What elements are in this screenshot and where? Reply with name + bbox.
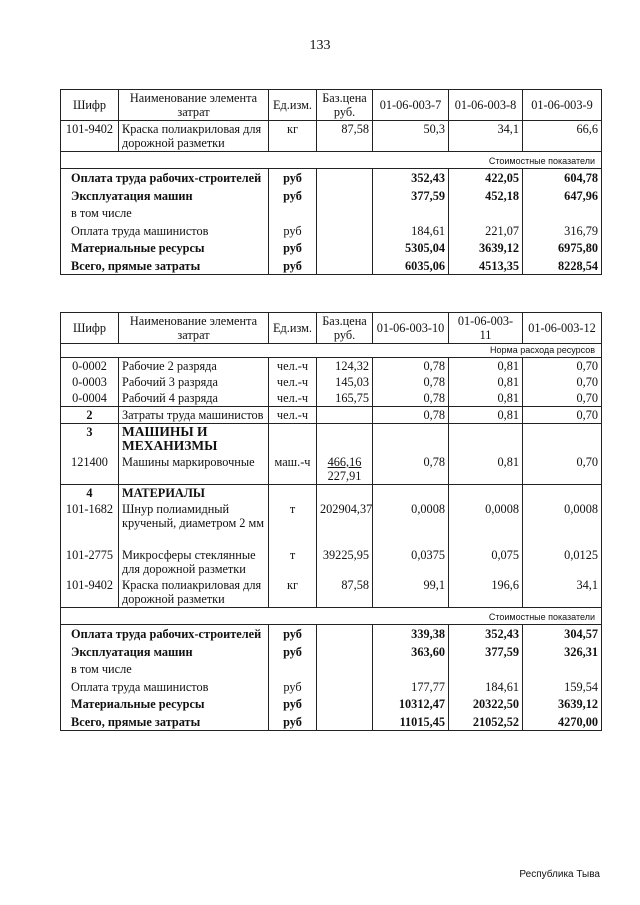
empty-cell <box>317 643 373 661</box>
cost-value <box>373 204 449 222</box>
cost-value: 11015,45 <box>373 713 449 731</box>
empty-cell <box>317 625 373 643</box>
resource-name: Рабочий 4 разряда <box>119 390 269 407</box>
resource-code: 0-0003 <box>61 374 119 390</box>
column-header: Ед.изм. <box>269 90 317 121</box>
norm-value: 0,0125 <box>523 547 602 577</box>
cost-value: 363,60 <box>373 643 449 661</box>
resource-code: 2 <box>61 407 119 424</box>
base-price: 145,03 <box>317 374 373 390</box>
resource-group <box>61 121 602 152</box>
cost-label: Эксплуатация машин <box>61 187 269 205</box>
norm-value: 0,0008 <box>373 501 449 547</box>
resource-name: Микросферы стеклянные для дорожной разметки <box>119 547 269 577</box>
cost-value: 4270,00 <box>523 713 602 731</box>
cost-row <box>61 678 602 696</box>
column-header: Шифр <box>61 313 119 344</box>
unit: кг <box>269 121 317 152</box>
norm-value <box>449 485 523 502</box>
table-row <box>61 424 602 455</box>
column-header: Ед.изм. <box>269 313 317 344</box>
norm-value: 0,70 <box>523 454 602 485</box>
resource-name: Затраты труда машинистов <box>119 407 269 424</box>
norm-value: 0,70 <box>523 407 602 424</box>
cost-unit <box>269 204 317 222</box>
cost-value <box>373 660 449 678</box>
cost-unit: руб <box>269 643 317 661</box>
column-header: Баз.цена руб. <box>317 90 373 121</box>
table-row <box>61 390 602 407</box>
empty-cell <box>317 204 373 222</box>
cost-label: Оплата труда машинистов <box>61 678 269 696</box>
resource-name: Рабочий 3 разряда <box>119 374 269 390</box>
cost-value: 5305,04 <box>373 239 449 257</box>
table-row <box>61 501 602 547</box>
unit: т <box>269 547 317 577</box>
cost-value: 422,05 <box>449 169 523 187</box>
cost-row <box>61 239 602 257</box>
cost-value: 377,59 <box>449 643 523 661</box>
resource-code: 4 <box>61 485 119 502</box>
resource-name: МАТЕРИАЛЫ <box>119 485 269 502</box>
norm-value <box>449 424 523 455</box>
cost-unit: руб <box>269 239 317 257</box>
norm-value: 0,70 <box>523 374 602 390</box>
cost-value <box>523 660 602 678</box>
base-price <box>317 407 373 424</box>
resource-code: 101-9402 <box>61 577 119 608</box>
base-price: 87,58 <box>317 121 373 152</box>
cost-row <box>61 660 602 678</box>
section-label: Норма расхода ресурсов <box>61 344 602 358</box>
header-row <box>61 313 602 344</box>
table-row <box>61 577 602 608</box>
cost-unit: руб <box>269 222 317 240</box>
unit <box>269 424 317 455</box>
norm-value: 0,0008 <box>523 501 602 547</box>
norm-value: 196,6 <box>449 577 523 608</box>
cost-label: Всего, прямые затраты <box>61 257 269 275</box>
empty-cell <box>317 660 373 678</box>
section-row <box>61 152 602 169</box>
cost-row <box>61 643 602 661</box>
resource-name: Краска полиакриловая для дорожной разметки <box>119 121 269 152</box>
resource-name: Рабочие 2 разряда <box>119 358 269 375</box>
table-row <box>61 121 602 152</box>
cost-label: Материальные ресурсы <box>61 695 269 713</box>
norm-value: 0,075 <box>449 547 523 577</box>
norm-value: 0,78 <box>373 358 449 375</box>
cost-row <box>61 169 602 187</box>
cost-row <box>61 187 602 205</box>
section-row <box>61 608 602 625</box>
cost-value <box>523 204 602 222</box>
cost-row <box>61 222 602 240</box>
section-label-row <box>61 608 602 625</box>
section-label: Стоимостные показатели <box>61 608 602 625</box>
norm-value: 0,78 <box>373 390 449 407</box>
cost-unit: руб <box>269 678 317 696</box>
norm-value: 0,78 <box>373 454 449 485</box>
cost-row <box>61 204 602 222</box>
cost-value: 177,77 <box>373 678 449 696</box>
cost-label: Оплата труда машинистов <box>61 222 269 240</box>
table-row <box>61 374 602 390</box>
norm-value: 0,70 <box>523 358 602 375</box>
cost-value: 6035,06 <box>373 257 449 275</box>
resource-table-2 <box>60 312 602 731</box>
cost-value: 377,59 <box>373 187 449 205</box>
cost-row <box>61 625 602 643</box>
resource-group <box>61 358 602 407</box>
resource-group <box>61 407 602 424</box>
resource-code: 0-0002 <box>61 358 119 375</box>
cost-value: 10312,47 <box>373 695 449 713</box>
resource-code: 0-0004 <box>61 390 119 407</box>
norm-value: 0,81 <box>449 390 523 407</box>
cost-label: Оплата труда рабочих-строителей <box>61 169 269 187</box>
resource-code: 101-9402 <box>61 121 119 152</box>
table-header <box>61 313 602 344</box>
table-row <box>61 454 602 485</box>
unit: чел.-ч <box>269 358 317 375</box>
cost-value: 159,54 <box>523 678 602 696</box>
base-price: 87,58 <box>317 577 373 608</box>
norm-value: 0,78 <box>373 407 449 424</box>
cost-row <box>61 257 602 275</box>
cost-row <box>61 695 602 713</box>
cost-unit: руб <box>269 169 317 187</box>
base-price: 124,32 <box>317 358 373 375</box>
section-label: Стоимостные показатели <box>61 152 602 169</box>
column-header: Шифр <box>61 90 119 121</box>
unit: кг <box>269 577 317 608</box>
cost-label: Всего, прямые затраты <box>61 713 269 731</box>
base-price: 202904,37 <box>317 501 373 547</box>
section-row <box>61 344 602 358</box>
cost-row <box>61 713 602 731</box>
norm-value: 34,1 <box>523 577 602 608</box>
norm-value <box>373 424 449 455</box>
norm-value: 0,81 <box>449 454 523 485</box>
empty-cell <box>317 678 373 696</box>
table-row <box>61 547 602 577</box>
resource-code: 101-2775 <box>61 547 119 577</box>
cost-value: 3639,12 <box>523 695 602 713</box>
cost-unit: руб <box>269 625 317 643</box>
header-row <box>61 90 602 121</box>
empty-cell <box>317 713 373 731</box>
resource-code: 121400 <box>61 454 119 485</box>
cost-value: 184,61 <box>449 678 523 696</box>
table-row <box>61 485 602 502</box>
norm-value: 0,81 <box>449 374 523 390</box>
resource-code: 101-1682 <box>61 501 119 547</box>
table-row <box>61 358 602 375</box>
resource-code: 3 <box>61 424 119 455</box>
cost-unit: руб <box>269 187 317 205</box>
empty-cell <box>317 222 373 240</box>
table-header <box>61 90 602 121</box>
cost-value: 21052,52 <box>449 713 523 731</box>
base-price-secondary: 227,91 <box>327 469 362 483</box>
norm-value <box>373 485 449 502</box>
page-number: 133 <box>309 38 331 53</box>
norm-value: 0,81 <box>449 407 523 424</box>
cost-label: в том числе <box>61 660 269 678</box>
base-price: 39225,95 <box>317 547 373 577</box>
resource-table-1 <box>60 89 602 275</box>
column-header: 01-06-003-8 <box>449 90 523 121</box>
column-header: Наименование элемента затрат <box>119 90 269 121</box>
column-header: Наименование элемента затрат <box>119 313 269 344</box>
unit: чел.-ч <box>269 390 317 407</box>
norm-value <box>523 424 602 455</box>
cost-value: 604,78 <box>523 169 602 187</box>
base-price-value: 466,16 <box>327 455 362 469</box>
column-header: 01-06-003-12 <box>523 313 602 344</box>
unit: чел.-ч <box>269 374 317 390</box>
cost-value <box>449 660 523 678</box>
column-header: 01-06-003-11 <box>449 313 523 344</box>
unit: т <box>269 501 317 547</box>
cost-value: 326,31 <box>523 643 602 661</box>
cost-value: 647,96 <box>523 187 602 205</box>
base-price <box>317 424 373 455</box>
empty-cell <box>317 695 373 713</box>
cost-value: 8228,54 <box>523 257 602 275</box>
cost-value: 20322,50 <box>449 695 523 713</box>
base-price <box>317 454 373 485</box>
footer-region: Республика Тыва <box>519 869 600 880</box>
cost-value <box>449 204 523 222</box>
cost-value: 304,57 <box>523 625 602 643</box>
cost-value: 6975,80 <box>523 239 602 257</box>
base-price <box>317 485 373 502</box>
resource-name: Шнур полиамидный крученый, диаметром 2 мм <box>119 501 269 547</box>
cost-label: Эксплуатация машин <box>61 643 269 661</box>
norm-value: 0,81 <box>449 358 523 375</box>
cost-unit: руб <box>269 257 317 275</box>
cost-label: Материальные ресурсы <box>61 239 269 257</box>
resource-name: МАШИНЫ И МЕХАНИЗМЫ <box>119 424 269 455</box>
empty-cell <box>317 169 373 187</box>
norm-value: 50,3 <box>373 121 449 152</box>
cost-value: 184,61 <box>373 222 449 240</box>
cost-value: 339,38 <box>373 625 449 643</box>
cost-value: 352,43 <box>449 625 523 643</box>
column-header: 01-06-003-9 <box>523 90 602 121</box>
column-header: 01-06-003-7 <box>373 90 449 121</box>
empty-cell <box>317 239 373 257</box>
cost-label: Оплата труда рабочих-строителей <box>61 625 269 643</box>
norm-value: 66,6 <box>523 121 602 152</box>
cost-unit <box>269 660 317 678</box>
column-header: Баз.цена руб. <box>317 313 373 344</box>
unit <box>269 485 317 502</box>
base-price: 165,75 <box>317 390 373 407</box>
section-label-row <box>61 152 602 169</box>
cost-value: 316,79 <box>523 222 602 240</box>
resource-name: Краска полиакриловая для дорожной разметки <box>119 577 269 608</box>
cost-indicators <box>61 625 602 731</box>
cost-unit: руб <box>269 713 317 731</box>
resource-name: Машины маркировочные <box>119 454 269 485</box>
column-header: 01-06-003-10 <box>373 313 449 344</box>
empty-cell <box>317 257 373 275</box>
norm-value: 0,0008 <box>449 501 523 547</box>
norm-value: 99,1 <box>373 577 449 608</box>
cost-value: 352,43 <box>373 169 449 187</box>
unit: чел.-ч <box>269 407 317 424</box>
cost-value: 221,07 <box>449 222 523 240</box>
resource-group <box>61 424 602 485</box>
norm-value: 0,78 <box>373 374 449 390</box>
unit: маш.-ч <box>269 454 317 485</box>
table-row <box>61 407 602 424</box>
empty-cell <box>317 187 373 205</box>
norm-value: 34,1 <box>449 121 523 152</box>
norm-value: 0,70 <box>523 390 602 407</box>
norm-value <box>523 485 602 502</box>
cost-value: 3639,12 <box>449 239 523 257</box>
cost-label: в том числе <box>61 204 269 222</box>
cost-value: 452,18 <box>449 187 523 205</box>
resource-group <box>61 485 602 608</box>
section-label-row <box>61 344 602 358</box>
cost-indicators <box>61 169 602 275</box>
cost-value: 4513,35 <box>449 257 523 275</box>
norm-value: 0,0375 <box>373 547 449 577</box>
cost-unit: руб <box>269 695 317 713</box>
